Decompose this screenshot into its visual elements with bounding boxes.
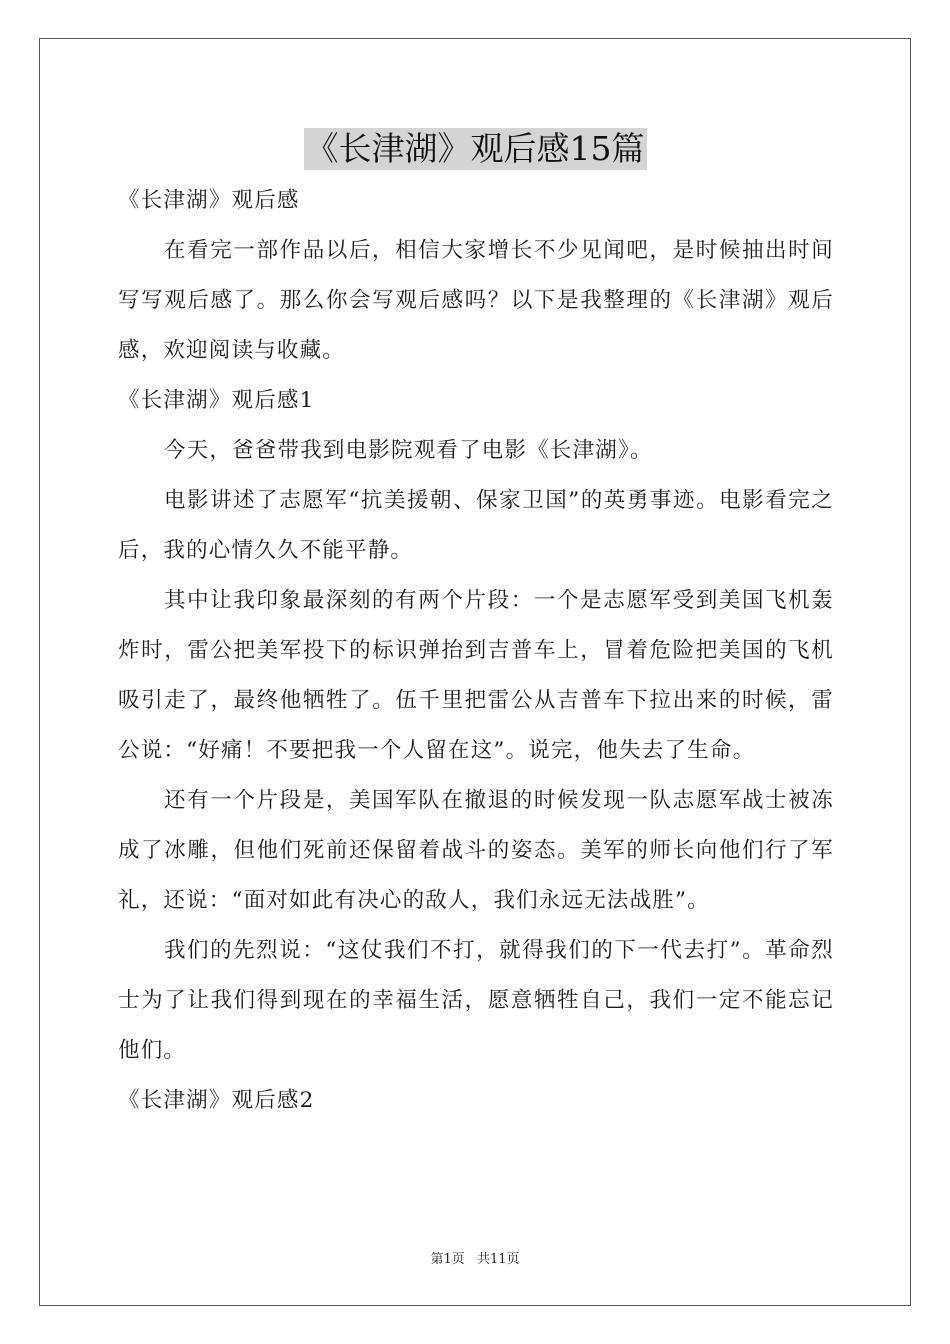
body-paragraph: 今天，爸爸带我到电影院观看了电影《长津湖》。 xyxy=(164,438,653,463)
body-paragraph: 还有一个片段是，美国军队在撤退的时候发现一队志愿军战士被冻成了冰雕，但他们死前还保留着战斗的姿态。美军的师长向他们行了军礼，还说：“面对如此有决心的敌人，我们永远无法战胜”。 xyxy=(118,788,834,913)
body-paragraph: 我们的先烈说：“这仗我们不打，就得我们的下一代去打”。革命烈士为了让我们得到现在的幸福生活，愿意牺牲自己，我们一定不能忘记他们。 xyxy=(118,938,834,1063)
section-heading: 《长津湖》观后感2 xyxy=(118,1088,315,1113)
intro-paragraph: 在看完一部作品以后，相信大家增长不少见闻吧，是时候抽出时间写写观后感了。那么你会写观后感吗？以下是我整理的《长津湖》观后感，欢迎阅读与收藏。 xyxy=(118,238,834,363)
document-title: 《长津湖》观后感15篇 xyxy=(305,129,645,168)
page-footer xyxy=(0,1248,950,1267)
page-number: 第1页 xyxy=(430,1252,465,1267)
body-paragraph: 电影讲述了志愿军“抗美援朝、保家卫国”的英勇事迹。电影看完之后，我的心情久久不能平静。 xyxy=(118,488,834,563)
title-container xyxy=(0,128,950,170)
section-heading: 《长津湖》观后感1 xyxy=(118,388,315,413)
document-body xyxy=(118,176,834,1126)
body-paragraph: 其中让我印象最深刻的有两个片段：一个是志愿军受到美国飞机轰炸时，雷公把美军投下的标识弹抬到吉普车上，冒着危险把美国的飞机吸引走了，最终他牺牲了。伍千里把雷公从吉普车下拉出来的时候，雷公说：“好痛！不要把我一个人留在这”。说完，他失去了生命。 xyxy=(118,588,834,763)
section-heading: 《长津湖》观后感 xyxy=(118,188,300,213)
page-total: 共11页 xyxy=(476,1252,520,1267)
